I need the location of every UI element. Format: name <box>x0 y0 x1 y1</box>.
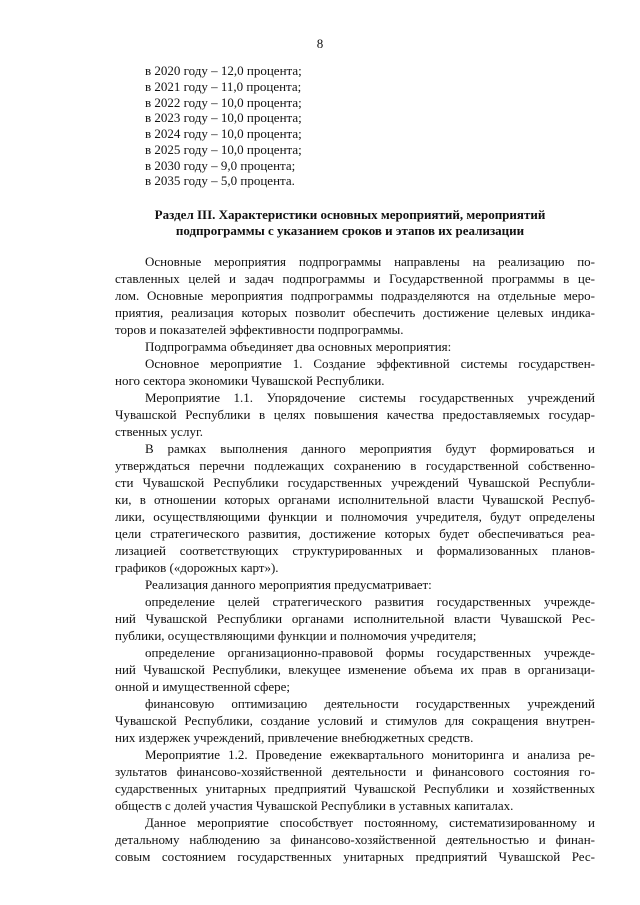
text-line: Данное мероприятие способствует постоянному, систематизированному и <box>145 815 595 830</box>
text-line: сударственных унитарных предприятий Чувашской Республики и хозяйственных <box>115 781 595 796</box>
text-line: Мероприятие 1.1. Упорядочение системы государственных учреждений <box>145 390 595 405</box>
text-line: ного сектора экономики Чувашской Республики. <box>115 373 385 388</box>
section-heading-line: Раздел III. Характеристики основных мероприятий, мероприятий <box>154 207 546 222</box>
list-item: в 2025 году – 10,0 процента; <box>145 141 302 157</box>
text-line: лом. Основные мероприятия подпрограммы подразделяются на отдельные меро- <box>115 288 595 303</box>
list-item: в 2030 году – 9,0 процента; <box>145 157 296 173</box>
text-line: Основное мероприятие 1. Создание эффективной системы государствен- <box>145 356 595 371</box>
text-line: совым состоянием государственных унитарных предприятий Чувашской Рес- <box>115 849 595 864</box>
list-item: в 2021 году – 11,0 процента; <box>145 78 302 94</box>
text-line: сти Чувашской Республики государственных учреждений Чувашской Республи- <box>115 475 595 490</box>
list-item: в 2024 году – 10,0 процента; <box>145 126 302 141</box>
section-heading-line: подпрограммы с указанием сроков и этапов их реализации <box>175 223 525 238</box>
list-item: в 2022 году – 10,0 процента; <box>145 94 302 110</box>
text-line: приятия, реализация которых позволит обеспечить достижение целевых индика- <box>115 305 595 320</box>
list-item: в 2020 году – 12,0 процента; <box>145 63 302 78</box>
text-line: обществ с долей участия Чувашской Республики в уставных капиталах. <box>115 798 514 813</box>
text-line: определение целей стратегического развития государственных учрежде- <box>145 594 595 609</box>
text-line: Мероприятие 1.2. Проведение ежеквартального мониторинга и анализа ре- <box>145 747 595 762</box>
text-line: ний Чувашской Республики органами исполнительной власти Чувашской Рес- <box>115 611 595 626</box>
text-line: графиков («дорожных карт»). <box>115 560 279 575</box>
list-item: в 2035 году – 5,0 процента. <box>145 173 295 189</box>
text-line: В рамках выполнения данного мероприятия будут формироваться и <box>145 441 595 456</box>
text-line: утверждаться перечни подлежащих сохранению в государственной собственно- <box>115 458 595 473</box>
text-line: ний Чувашской Республики, влекущее изменение объема их прав в организаци- <box>115 662 595 677</box>
text-line: торов и показателей эффективности подпрограммы. <box>115 322 404 337</box>
text-line: ставленных целей и задач подпрограммы и Государственной программы в це- <box>115 271 595 286</box>
text-line: Реализация данного мероприятия предусматривает: <box>145 577 432 592</box>
text-line: финансовую оптимизацию деятельности государственных учреждений <box>145 696 595 711</box>
text-line: лики, осуществляющими функции и полномочия учредителя, будут определены <box>115 509 595 524</box>
text-line: цели стратегического развития, достижение которых будет обеспечиваться реа- <box>115 526 595 541</box>
text-line: Подпрограмма объединяет два основных мероприятия: <box>145 339 452 354</box>
text-line: публики, осуществляющими функции и полномочия учредителя; <box>115 628 477 643</box>
text-line: зультатов финансово-хозяйственной деятельности и финансового состояния го- <box>115 764 595 779</box>
text-line: ки, в отношении которых органами исполнительной власти Чувашской Респуб- <box>115 492 595 507</box>
page-number: 8 <box>316 36 324 51</box>
text-line: определение организационно-правовой формы государственных учрежде- <box>145 645 595 660</box>
section-heading <box>115 207 585 239</box>
text-line: лизацией соответствующих структурированных и формализованных планов- <box>115 543 595 558</box>
text-line: них издержек учреждений, привлечение внебюджетных средств. <box>115 730 474 745</box>
text-line: Чувашской Республики, создание условий и стимулов для сокращения внутрен- <box>115 713 595 728</box>
text-line: онной и имущественной сфере; <box>115 679 291 694</box>
text-line: детальному наблюдению за финансово-хозяйственной деятельностью и финан- <box>115 832 595 847</box>
year-target-list <box>145 63 302 189</box>
text-line: Чувашской Республики в целях повышения качества предоставляемых государ- <box>115 407 595 422</box>
list-item: в 2023 году – 10,0 процента; <box>145 110 302 126</box>
text-line: Основные мероприятия подпрограммы направлены на реализацию по- <box>145 254 595 269</box>
text-line: ственных услуг. <box>115 424 204 439</box>
